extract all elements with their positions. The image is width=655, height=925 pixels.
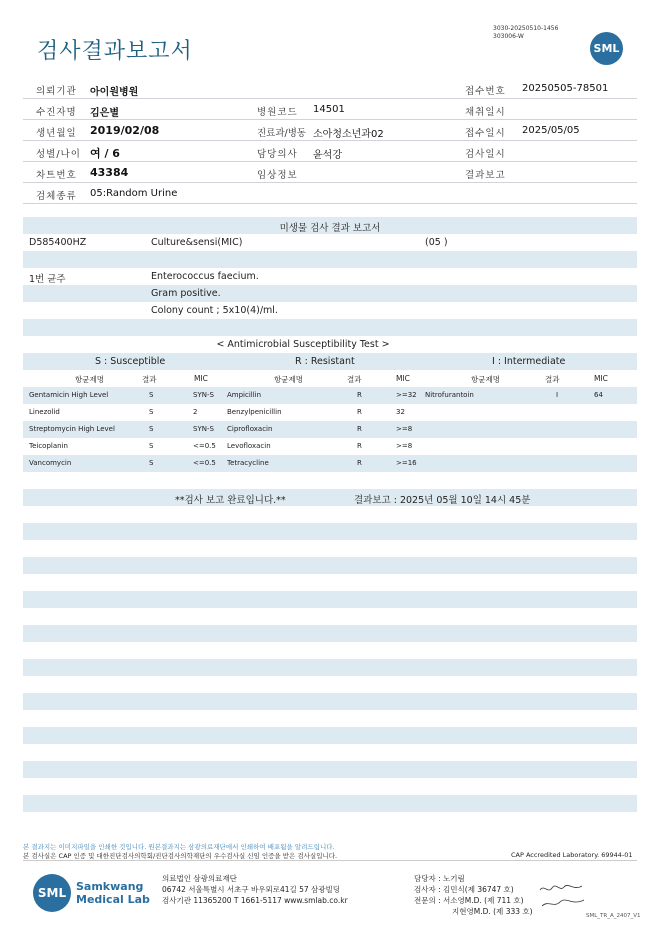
ast-row	[23, 455, 637, 472]
col-result-2: 결과	[347, 375, 362, 384]
ast-row	[23, 387, 637, 404]
sexage-label: 성별/나이	[36, 149, 81, 160]
col-mic-1: MIC	[194, 374, 208, 383]
patient-info-table	[23, 78, 637, 204]
hospcode-value: 14501	[313, 104, 345, 115]
specimen-value: 05:Random Urine	[90, 188, 178, 199]
ast-row	[23, 421, 637, 438]
lab-staff	[414, 873, 533, 917]
ast-result-cell: R	[357, 425, 362, 433]
gram-value: Gram positive.	[151, 288, 221, 299]
micro-title-band	[23, 217, 637, 234]
code-line-2: 303006-W	[493, 33, 524, 40]
form-version: SML_TR_A_2407_V1	[586, 913, 641, 919]
report-time: 결과보고 : 2025년 05월 10일 14시 45분	[354, 495, 531, 506]
col-drug-2: 항균제명	[274, 375, 303, 384]
blank-band	[23, 727, 637, 744]
sml-logo: SML	[590, 32, 623, 65]
receipt-label: 접수번호	[465, 86, 506, 97]
blank-band	[23, 319, 637, 336]
dob-label: 생년월일	[36, 128, 77, 139]
info-row-3	[23, 120, 637, 141]
brand-line-2: Medical Lab	[76, 893, 150, 906]
ast-mic-cell: SYN-S	[193, 425, 214, 433]
recvdate-value: 2025/05/05	[522, 125, 580, 136]
collect-label: 채취일시	[465, 107, 506, 118]
ast-result-cell: R	[357, 442, 362, 450]
staff-line-1: 담당자 : 노기림	[414, 874, 465, 883]
footer-note-print: 본 결과지는 이미지파일을 인쇄한 것입니다. 원본결과지는 삼광의료재단에서 인쇄하여 배포됨을 알려드립니다.	[23, 843, 335, 851]
ast-result-cell: I	[556, 391, 559, 399]
ast-mic-cell: <=0.5	[193, 459, 216, 467]
samkwang-logo	[33, 874, 150, 912]
blank-band	[23, 642, 637, 659]
info-row-2	[23, 99, 637, 120]
blank-band	[23, 625, 637, 642]
ast-drug-cell: Linezolid	[29, 408, 60, 416]
blank-band	[23, 693, 637, 710]
chart-label: 차트번호	[36, 170, 77, 181]
footer-note-cert: 본 검사실은 CAP 인증 및 대한진단검사의학회/진단검사의학재단의 우수검사실 신임 인증을 받은 검사실입니다.	[23, 852, 338, 860]
ast-mic-cell: >=32	[396, 391, 417, 399]
hospcode-label: 병원코드	[257, 107, 298, 118]
blank-band	[23, 540, 637, 557]
patient-label: 수진자명	[36, 107, 77, 118]
staff-line-2: 검사자 : 김민식(제 36747 호)	[414, 885, 514, 894]
organism-band	[23, 268, 637, 285]
ast-mic-cell: >=8	[396, 425, 413, 433]
test-num: (05 )	[425, 237, 448, 248]
ast-mic-cell: >=16	[396, 459, 417, 467]
ast-drug-cell: Benzylpenicillin	[227, 408, 282, 416]
addr-line-1: 의료법인 삼광의료재단	[162, 874, 237, 883]
blank-band	[23, 472, 637, 489]
ast-result-cell: R	[357, 408, 362, 416]
ast-result-cell: S	[149, 459, 154, 467]
blank-band	[23, 251, 637, 268]
info-row-6	[23, 183, 637, 204]
blank-band	[23, 795, 637, 812]
ast-result-cell: R	[357, 459, 362, 467]
patient-value: 김은별	[90, 108, 119, 119]
blank-band	[23, 778, 637, 795]
org-label: 의뢰기관	[36, 86, 77, 97]
ast-mic-cell: SYN-S	[193, 391, 214, 399]
code-line-1: 3030-20250510-1456	[493, 25, 559, 32]
ast-row	[23, 438, 637, 455]
legend-band	[23, 353, 637, 370]
test-code: D585400HZ	[29, 237, 87, 248]
report-label: 결과보고	[465, 170, 506, 181]
recvdate-label: 접수일시	[465, 128, 506, 139]
blank-band	[23, 710, 637, 727]
document-code	[493, 25, 558, 41]
ast-mic-cell: <=0.5	[193, 442, 216, 450]
ast-mic-cell: 64	[594, 391, 603, 399]
ast-result-cell: R	[357, 391, 362, 399]
blank-band	[23, 591, 637, 608]
complete-band	[23, 489, 637, 506]
complete-text: **검사 보고 완료입니다.**	[175, 495, 286, 506]
clinical-label: 임상정보	[257, 170, 298, 181]
report-title: 검사결과보고서	[37, 39, 193, 64]
ast-drug-cell: Nitrofurantoin	[425, 391, 474, 399]
ast-result-cell: S	[149, 425, 154, 433]
receipt-value: 20250505-78501	[522, 83, 609, 94]
dob-value: 2019/02/08	[90, 124, 160, 137]
colony-band	[23, 302, 637, 319]
col-result-3: 결과	[545, 375, 560, 384]
blank-band	[23, 676, 637, 693]
colony-value: Colony count ; 5x10(4)/ml.	[151, 305, 278, 316]
col-drug-1: 항균제명	[75, 375, 104, 384]
addr-line-3: 검사기관 11365200 T 1661-5117 www.smlab.co.kr	[162, 896, 348, 905]
ast-result-cell: S	[149, 442, 154, 450]
staff-line-3: 전문의 : 서소영M.D. (제 711 호)	[414, 896, 524, 905]
micro-section-title: 미생물 검사 결과 보고서	[279, 223, 381, 234]
gram-band	[23, 285, 637, 302]
info-row-4	[23, 141, 637, 162]
org-value: 아이원병원	[90, 87, 139, 98]
test-band	[23, 234, 637, 251]
doctor-value: 윤석강	[313, 150, 342, 161]
blank-band	[23, 608, 637, 625]
test-name: Culture&sensi(MIC)	[151, 237, 243, 248]
footer-divider	[23, 860, 637, 861]
blank-band	[23, 812, 637, 829]
lab-address	[162, 873, 348, 906]
specimen-label: 검체종류	[36, 191, 77, 202]
legend-resistant: R : Resistant	[295, 356, 355, 367]
brand-name	[76, 880, 150, 906]
ast-title: < Antimicrobial Susceptibility Test >	[216, 339, 390, 350]
blank-band	[23, 744, 637, 761]
ast-title-band	[23, 336, 637, 353]
sml-logo-circle: SML	[33, 874, 71, 912]
micro-report	[23, 217, 637, 829]
ast-drug-cell: Levofloxacin	[227, 442, 271, 450]
dept-value: 소아청소년과02	[313, 129, 384, 140]
ast-drug-cell: Tetracycline	[227, 459, 269, 467]
blank-band	[23, 761, 637, 778]
addr-line-2: 06742 서울특별시 서초구 바우뫼로41길 57 삼광빌딩	[162, 885, 341, 894]
blank-bands	[23, 506, 637, 829]
dept-label: 진료과/병동	[257, 128, 307, 139]
chart-value: 43384	[90, 166, 129, 179]
blank-band	[23, 574, 637, 591]
ast-drug-cell: Ciprofloxacin	[227, 425, 273, 433]
signature-image	[538, 882, 588, 908]
ast-drug-cell: Gentamicin High Level	[29, 391, 109, 399]
ast-mic-cell: 32	[396, 408, 405, 416]
organism-value: Enterococcus faecium.	[151, 271, 259, 282]
organism-label: 1번 균주	[29, 274, 66, 285]
ast-drug-cell: Ampicillin	[227, 391, 262, 399]
doctor-label: 담당의사	[257, 149, 298, 160]
legend-susceptible: S : Susceptible	[95, 356, 166, 367]
blank-band	[23, 506, 637, 523]
blank-band	[23, 557, 637, 574]
legend-intermediate: I : Intermediate	[492, 356, 566, 367]
ast-drug-cell: Streptomycin High Level	[29, 425, 115, 433]
brand-line-1: Samkwang	[76, 880, 144, 893]
ast-drug-cell: Teicoplanin	[29, 442, 68, 450]
ast-result-cell: S	[149, 391, 154, 399]
ast-mic-cell: 2	[193, 408, 198, 416]
col-result-1: 결과	[142, 375, 157, 384]
ast-drug-cell: Vancomycin	[29, 459, 72, 467]
ast-row	[23, 404, 637, 421]
staff-line-4: 지현영M.D. (제 333 호)	[452, 907, 533, 916]
blank-band	[23, 659, 637, 676]
ast-header-band	[23, 370, 637, 387]
info-row-1	[23, 78, 637, 99]
col-mic-2: MIC	[396, 374, 410, 383]
blank-band	[23, 523, 637, 540]
cap-accreditation: CAP Accredited Laboratory. 69944-01	[511, 851, 633, 859]
sexage-value: 여 / 6	[90, 147, 120, 160]
col-mic-3: MIC	[594, 374, 608, 383]
testdate-label: 검사일시	[465, 149, 506, 160]
ast-mic-cell: >=8	[396, 442, 413, 450]
ast-rows	[23, 387, 637, 472]
col-drug-3: 항균제명	[471, 375, 500, 384]
ast-result-cell: S	[149, 408, 154, 416]
info-row-5	[23, 162, 637, 183]
